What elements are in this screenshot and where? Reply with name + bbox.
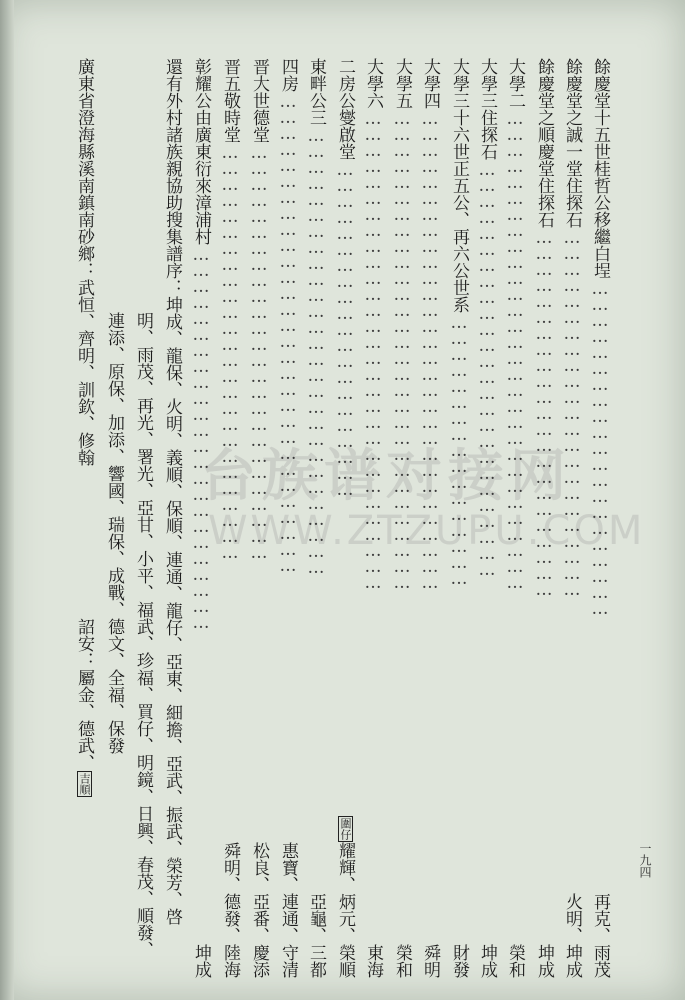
boxed-name: 吉順: [78, 773, 91, 795]
entry-column: [304, 58, 328, 978]
entry-names: 榮和: [505, 944, 525, 978]
boxed-place-label: 圍仔: [339, 818, 352, 840]
contributors-heading: 廣東省澄海縣溪南鎮南砂鄉：: [74, 58, 94, 279]
dot-leader: ………………………………………………………………………………: [392, 109, 412, 589]
contributor-names: 連添、原保、加添、響國、瑞保、成戰、德文、全福、保發: [104, 312, 124, 754]
entry-names: 坤成: [191, 944, 211, 978]
entry-title: 餘慶堂十五世桂哲公移繼白埕: [590, 58, 610, 279]
entry-column: [390, 58, 414, 978]
dot-leader: ……………………………………………………………: [534, 228, 554, 596]
entry-column: [333, 58, 357, 978]
entry-title: 大學四: [420, 58, 440, 109]
dot-leader: ………………………………………………………………………………: [363, 109, 383, 589]
entry-names: 舜明、德發、陸海: [220, 842, 240, 978]
page-number: 一九四: [638, 842, 652, 878]
contributors-column: [72, 58, 96, 978]
entry-names: 坤成: [534, 944, 554, 978]
entry-names: 松良、亞番、慶添: [249, 842, 269, 978]
entry-title: 餘慶堂之誠一堂住探石: [562, 58, 582, 228]
entry-names: 惠寶、連通、守清: [278, 842, 298, 978]
entry-column: [447, 58, 471, 978]
dot-leader: ………………………………………………………………………………: [278, 92, 298, 572]
contributor-names: 武恒、齊明、訓欽、修翰: [74, 279, 94, 466]
dot-leader: ……………………………………………………………………: [220, 143, 240, 559]
dot-leader: ……………………………………………………………: [562, 228, 582, 596]
entry-column: [475, 58, 499, 978]
entry-names: 舜明: [420, 944, 440, 978]
contributor-names: 屬金、德武、: [74, 669, 94, 771]
entry-column: [588, 58, 612, 978]
entry-title: 晋五敬時堂: [220, 58, 240, 143]
entry-column: [560, 58, 584, 978]
entry-column: [532, 58, 556, 978]
contributor-names: 坤成、龍保、火明、義順、保順、連通、龍仔、亞東、細擔、亞武、振武、榮芳、啓: [162, 296, 182, 925]
entry-names: 亞龜、三都: [306, 893, 326, 978]
entry-column: [503, 58, 527, 978]
entry-title: 大學三十六世正五公、再六公世系: [449, 58, 469, 313]
entry-names: 東海: [363, 944, 383, 978]
entry-names: 財發: [449, 944, 469, 978]
entry-names: 坤成: [477, 944, 497, 978]
contributors-column: [102, 312, 126, 978]
entry-title: 東畔公三: [306, 58, 326, 126]
entry-column: [361, 58, 385, 978]
entry-title: 大學二: [505, 58, 525, 109]
entry-title: 大學六: [363, 58, 383, 109]
dot-leader: ………………………………………………………………: [191, 245, 211, 629]
scan-edge: [0, 0, 14, 1000]
entry-title: 彰耀公由廣東衍來漳浦村: [191, 58, 211, 245]
entry-names: 耀輝、炳元、榮順: [335, 842, 355, 978]
group-label: 詔安：: [74, 618, 94, 669]
dot-leader: ……………………………………………………………………: [477, 160, 497, 576]
entry-title: 二房公燮啟堂: [335, 58, 355, 160]
entry-names-group: [333, 816, 357, 978]
dot-leader: …………………………………………………………………………: [306, 126, 326, 574]
dot-leader: ……………………………………………: [449, 313, 469, 585]
entry-title: 晋大世德堂: [249, 58, 269, 143]
contributors-column: [131, 312, 155, 978]
dot-leader: ………………………………………………………: [590, 279, 610, 615]
contributor-names: 明、雨茂、再光、署光、亞甘、小平、福武、珍福、買仔、明鏡、日興、春茂、順發、: [133, 312, 153, 958]
entry-column: [418, 58, 442, 978]
entry-column: [276, 58, 300, 978]
dot-leader: ………………………………………………………………………………: [505, 109, 525, 589]
dot-leader: ………………………………………………………: [335, 160, 355, 496]
contributors-column: [160, 58, 184, 978]
dot-leader: ……………………………………………………………………: [249, 143, 269, 559]
entry-column: [218, 58, 242, 978]
entry-column: [189, 58, 213, 978]
contributor-group-2: [72, 618, 96, 797]
entry-title: 餘慶堂之順慶堂住探石: [534, 58, 554, 228]
entry-title: 大學五: [392, 58, 412, 109]
watermark-url: WWW.ZTZUPU.COM: [208, 508, 646, 554]
contributors-heading: 還有外村諸族親協助搜集譜序：: [162, 58, 182, 296]
entry-names: 再克、雨茂: [590, 893, 610, 978]
entry-names: 火明、坤成: [562, 893, 582, 978]
watermark-chinese: 台族谱对接网: [200, 444, 572, 509]
entry-names: 榮和: [392, 944, 412, 978]
entry-column: [247, 58, 271, 978]
entry-title: 大學三住探石: [477, 58, 497, 160]
dot-leader: ………………………………………………………………………………: [420, 109, 440, 589]
entry-title: 四房: [278, 58, 298, 92]
